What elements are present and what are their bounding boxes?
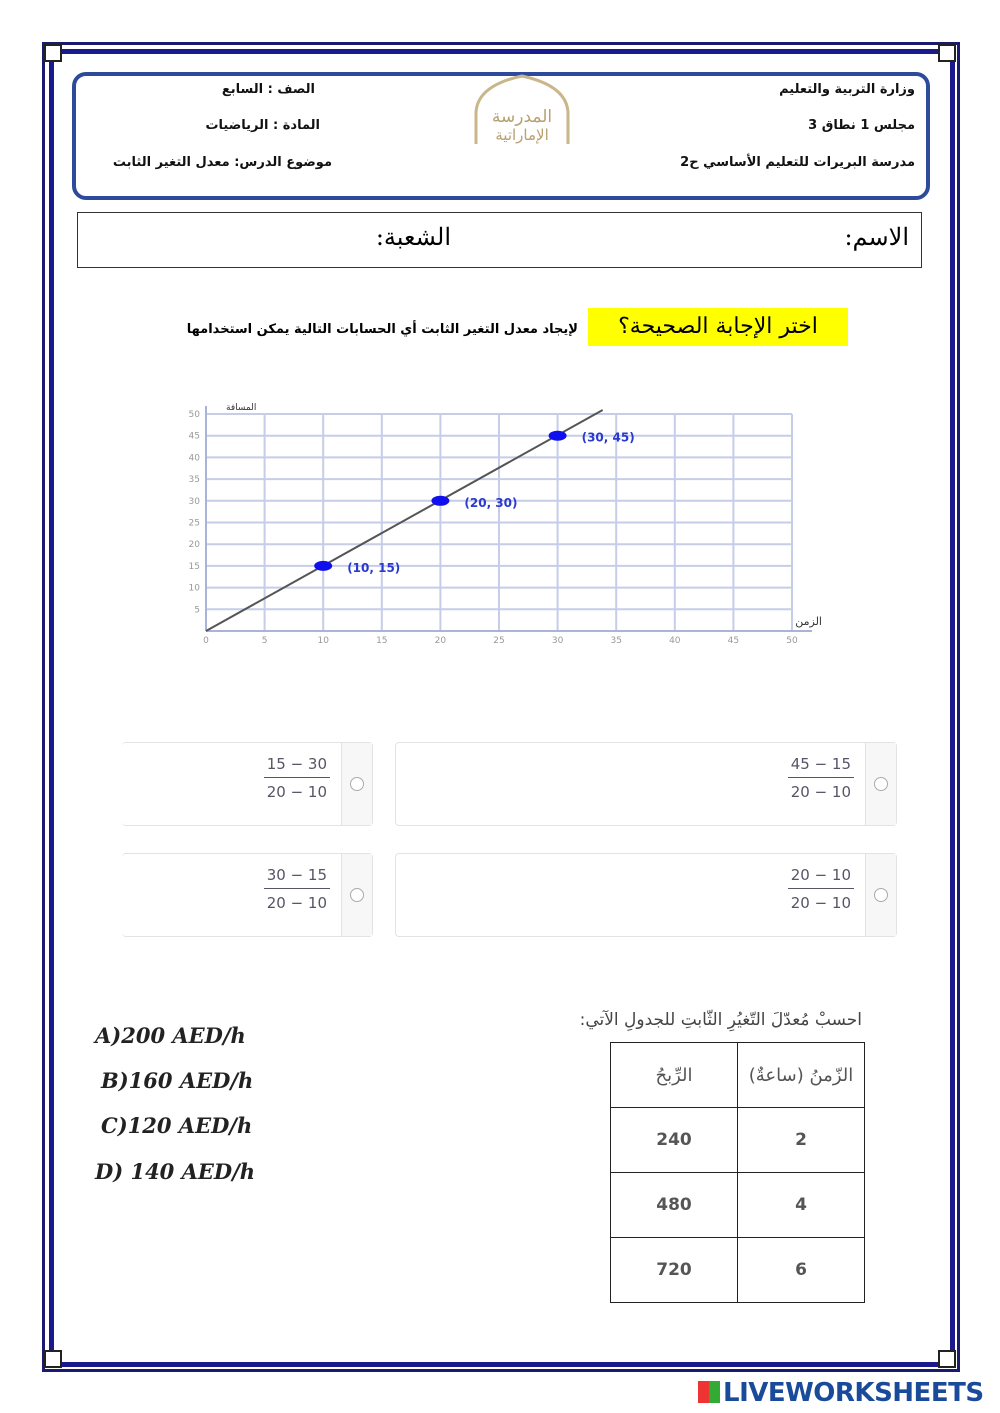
point-label: (10, 15) xyxy=(347,560,401,575)
svg-text:الإماراتية: الإماراتية xyxy=(495,126,549,144)
y-tick-label: 50 xyxy=(188,410,200,420)
x-axis-label: الزمن xyxy=(795,615,822,628)
option-denominator: 20 − 10 xyxy=(266,783,327,801)
name-label: الاسم: xyxy=(844,223,909,251)
svg-text:المدرسة: المدرسة xyxy=(491,107,553,127)
grade-text: الصف : السابع xyxy=(221,82,315,97)
corner-ornament xyxy=(938,44,956,62)
corner-ornament xyxy=(44,1350,62,1368)
answer-d: D) 140 AED/h xyxy=(95,1159,256,1184)
table-header-row xyxy=(611,1043,865,1108)
data-point xyxy=(314,561,332,571)
option-card[interactable] xyxy=(122,853,373,937)
cell-profit: 480 xyxy=(611,1173,738,1238)
student-info-box xyxy=(77,212,922,268)
y-tick-label: 30 xyxy=(188,496,200,507)
point-label: (30, 45) xyxy=(581,430,635,445)
option-numerator: 20 − 10 xyxy=(788,866,854,889)
line-chart xyxy=(170,400,840,650)
school-text: مدرسة البريرات للتعليم الأساسي ح2 xyxy=(680,155,915,170)
x-tick-label: 40 xyxy=(669,636,681,646)
y-tick-label: 20 xyxy=(188,540,200,551)
y-tick-label: 10 xyxy=(188,583,200,594)
x-tick-label: 30 xyxy=(551,636,564,646)
option-radio[interactable] xyxy=(874,777,888,791)
corner-ornament xyxy=(938,1350,956,1368)
header-profit: الرِّبحُ xyxy=(611,1043,738,1108)
data-table xyxy=(610,1042,865,1303)
option-denominator: 20 − 10 xyxy=(790,783,851,801)
x-tick-label: 0 xyxy=(203,636,209,646)
cell-profit: 240 xyxy=(611,1108,738,1173)
corner-ornament xyxy=(44,44,62,62)
x-tick-label: 25 xyxy=(493,636,505,646)
cell-time: 2 xyxy=(738,1108,865,1173)
option-denominator: 20 − 10 xyxy=(790,894,851,912)
y-tick-label: 45 xyxy=(188,431,200,442)
school-logo xyxy=(470,74,574,146)
y-tick-label: 40 xyxy=(188,453,200,464)
lesson-text: موضوع الدرس: معدل التغير الثابت xyxy=(112,155,332,170)
table-row xyxy=(611,1173,865,1238)
council-text: مجلس 1 نطاق 3 xyxy=(808,118,915,133)
question-text: لإيجاد معدل التغير الثابت أي الحسابات التالية يمكن استخدامها xyxy=(186,322,578,337)
x-tick-label: 50 xyxy=(786,636,798,646)
x-tick-label: 45 xyxy=(727,636,740,646)
y-tick-label: 35 xyxy=(188,475,200,486)
cell-profit: 720 xyxy=(611,1238,738,1303)
data-point xyxy=(431,496,449,506)
ministry-text: وزارة التربية والتعليم xyxy=(779,82,915,97)
option-radio[interactable] xyxy=(350,777,364,791)
point-label: (20, 30) xyxy=(464,495,518,510)
y-tick-label: 25 xyxy=(188,518,200,529)
option-denominator: 20 − 10 xyxy=(266,894,327,912)
x-tick-label: 10 xyxy=(317,636,329,646)
section-label: الشعبة: xyxy=(375,223,451,251)
y-axis-label: المسافة xyxy=(226,403,257,413)
question-title: اختر الإجابة الصحيحة؟ xyxy=(588,308,848,346)
table-row xyxy=(611,1238,865,1303)
brand-text: LIVEWORKSHEETS xyxy=(723,1378,984,1408)
data-point xyxy=(549,431,567,441)
subject-text: المادة : الرياضيات xyxy=(205,118,320,133)
logo-icon xyxy=(698,1381,720,1403)
option-card[interactable] xyxy=(122,742,373,826)
option-radio[interactable] xyxy=(874,888,888,902)
cell-time: 4 xyxy=(738,1173,865,1238)
option-numerator: 30 − 15 xyxy=(264,866,330,889)
option-numerator: 45 − 15 xyxy=(788,755,854,778)
x-tick-label: 35 xyxy=(610,636,622,646)
answer-a: A)200 AED/h xyxy=(95,1023,246,1048)
option-radio[interactable] xyxy=(350,888,364,902)
option-numerator: 15 − 30 xyxy=(264,755,330,778)
x-tick-label: 20 xyxy=(434,636,447,646)
liveworksheets-logo[interactable] xyxy=(698,1378,984,1408)
table-title: احسبْ مُعدّلَ التّغيُرِ الثّابتِ للجدولِ الآتي: xyxy=(579,1010,862,1030)
header-time: الزّمنُ (ساعةٌ) xyxy=(738,1043,865,1108)
x-tick-label: 5 xyxy=(261,636,268,646)
answer-b: B)160 AED/h xyxy=(101,1068,254,1093)
table-row xyxy=(611,1108,865,1173)
y-tick-label: 15 xyxy=(188,561,200,572)
y-tick-label: 5 xyxy=(194,605,200,616)
x-tick-label: 15 xyxy=(376,636,388,646)
cell-time: 6 xyxy=(738,1238,865,1303)
option-card[interactable] xyxy=(395,853,897,937)
answer-c: C)120 AED/h xyxy=(101,1113,253,1138)
option-card[interactable] xyxy=(395,742,897,826)
